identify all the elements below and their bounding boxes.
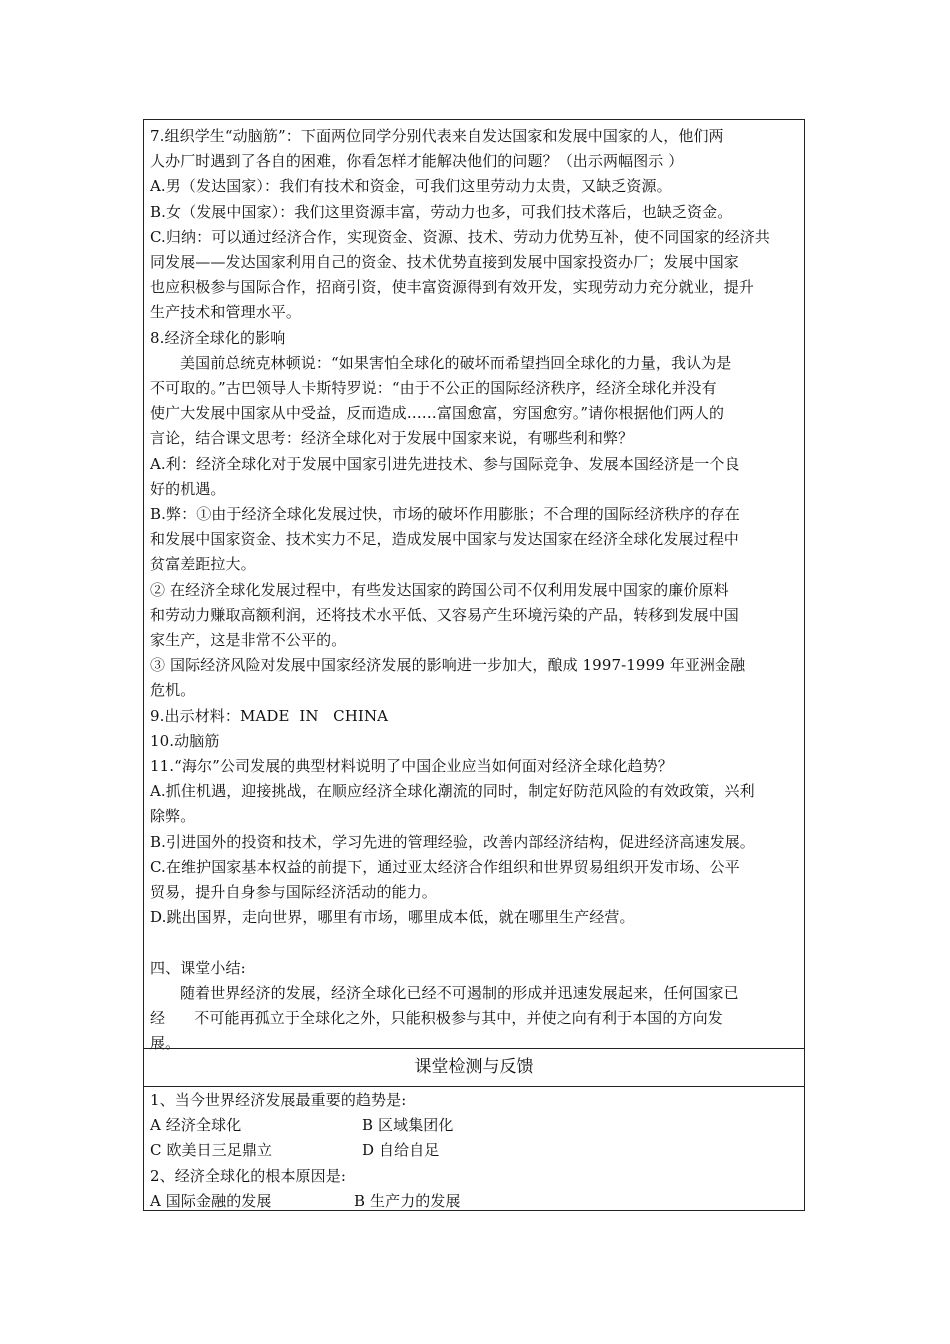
text-line: ③ 国际经济风险对发展中国家经济发展的影响进一步加大，酿成 1997-1999 年亚洲金融 [150,656,746,675]
section-heading: 8.经济全球化的影响 [150,328,286,347]
text-line: 随着世界经济的发展，经济全球化已经不可遏制的形成并迅速发展起来，任何国家已 [180,983,739,1002]
text-line: 贸易，提升自身参与国际经济活动的能力。 [150,883,437,902]
text-line: 10.动脑筋 [150,731,220,750]
text-line: 和劳动力赚取高额利润，还将技术水平低、又容易产生环境污染的产品，转移到发展中国 [150,605,739,624]
text-line: ② 在经济全球化发展过程中，有些发达国家的跨国公司不仅利用发展中国家的廉价原料 [150,580,729,599]
text-line: 也应积极参与国际合作，招商引资，使丰富资源得到有效开发，实现劳动力充分就业，提升 [150,278,755,297]
text-line: 同发展——发达国家利用自己的资金、技术优势直接到发展中国家投资办厂；发展中国家 [150,253,739,272]
lesson-table [143,119,805,1211]
text-line: B.女（发展中国家）：我们这里资源丰富，劳动力也多，可我们技术落后，也缺乏资金。 [150,202,733,221]
text-line: A.男（发达国家）：我们有技术和资金，可我们这里劳动力太贵，又缺乏资源。 [150,177,672,196]
text-line: 生产技术和管理水平。 [150,303,302,322]
text-line: 使广大发展中国家从中受益，反而造成……富国愈富，穷国愈穷。”请你根据他们两人的 [150,404,725,423]
text-line: 除弊。 [150,807,196,826]
text-line: 9.出示材料：MADE IN CHINA [150,706,389,725]
text-line: C.归纳：可以通过经济合作，实现资金、资源、技术、劳动力优势互补，使不同国家的经济共 [150,227,770,246]
text-line: A.利：经济全球化对于发展中国家引进先进技术、参与国际竞争、发展本国经济是一个良 [150,454,740,473]
text-line: 贫富差距拉大。 [150,555,256,574]
question-1-options-row-2 [150,1138,798,1163]
blank-line [150,931,798,956]
option-b: B 生产力的发展 [354,1191,461,1210]
text-line: 经 不可能再孤立于全球化之外，只能积极参与其中，并使之向有利于本国的方向发 [150,1009,723,1028]
question-2-options-row-1 [150,1189,798,1214]
option-b: B 区域集团化 [362,1116,454,1135]
question-1: 1、当今世界经济发展最重要的趋势是: [150,1091,407,1109]
text-line: 7.组织学生“动脑筋”：下面两位同学分别代表来自发达国家和发展中国家的人，他们两 [150,127,724,145]
lesson-content-cell [144,120,804,1053]
text-line: B.引进国外的投资和技术，学习先进的管理经验，改善内部经济结构，促进经济高速发展。 [150,832,755,851]
check-section-title: 课堂检测与反馈 [414,1057,534,1077]
summary-heading: 四、课堂小结: [150,958,246,977]
option-a: A 经济全球化 [150,1116,242,1135]
text-line: 言论，结合课文思考：经济全球化对于发展中国家来说，有哪些利和弊？ [150,429,634,448]
question-1-options-row-1 [150,1113,798,1138]
text-line: B.弊：①由于经济全球化发展过快，市场的破坏作用膨胀；不合理的国际经济秩序的存在 [150,505,740,524]
question-2: 2、经济全球化的根本原因是: [150,1166,346,1185]
option-c: C 欧美日三足鼎立 [150,1141,273,1160]
text-line: 展。 [150,1034,181,1053]
text-line: 11.“海尔”公司发展的典型材料说明了中国企业应当如何面对经济全球化趋势？ [150,757,673,776]
text-line: 好的机遇。 [150,479,226,498]
check-content-cell [144,1086,804,1214]
option-a: A 国际金融的发展 [150,1191,272,1210]
text-line: D.跳出国界，走向世界，哪里有市场，哪里成本低，就在哪里生产经营。 [150,908,635,927]
option-d: D 自给自足 [362,1141,440,1160]
text-line: C.在维护国家基本权益的前提下，通过亚太经济合作组织和世界贸易组织开发市场、公平 [150,857,740,876]
text-line: 家生产，这是非常不公平的。 [150,631,347,650]
text-line: 人办厂时遇到了各自的困难，你看怎样才能解决他们的问题？（出示两幅图示 ） [150,152,684,171]
text-line: 美国前总统克林顿说：“如果害怕全球化的破坏而希望挡回全球化的力量，我认为是 [180,353,732,372]
text-line: 和发展中国家资金、技术实力不足，造成发展中国家与发达国家在经济全球化发展过程中 [150,530,739,549]
text-line: 危机。 [150,681,196,700]
text-line: 不可取的。”古巴领导人卡斯特罗说：“由于不公正的国际经济秩序，经济全球化并没有 [150,379,717,398]
text-line: A.抓住机遇，迎接挑战，在顺应经济全球化潮流的同时，制定好防范风险的有效政策，兴利 [150,782,755,801]
